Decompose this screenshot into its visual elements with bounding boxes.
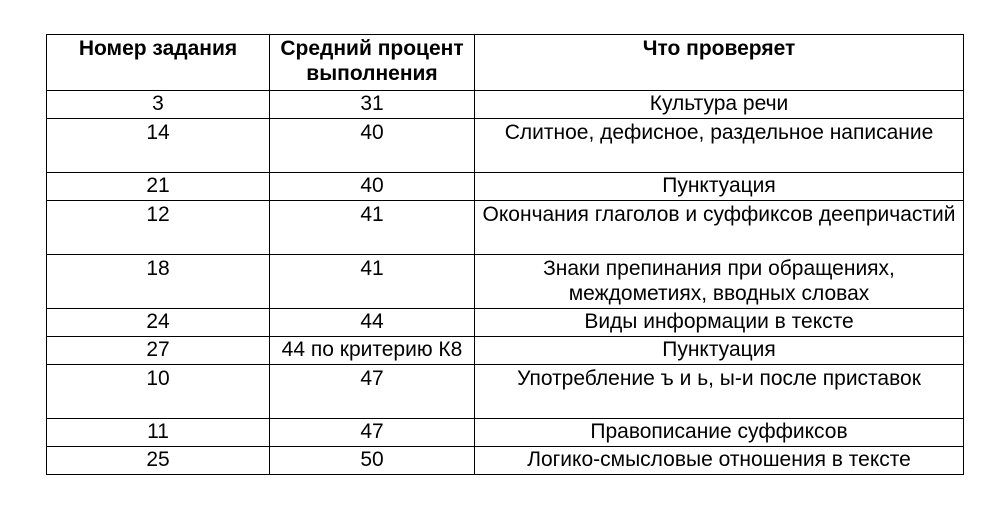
cell-what-it-checks: Культура речи: [475, 91, 964, 119]
task-statistics-table: [46, 34, 964, 475]
cell-average-percent: 41: [270, 201, 475, 255]
cell-what-it-checks: Виды информации в тексте: [475, 309, 964, 337]
cell-task-number: 14: [47, 119, 270, 173]
cell-what-it-checks: Слитное, дефисное, раздельное написание: [475, 119, 964, 173]
header-task-number: Номер задания: [47, 35, 270, 91]
table-row: [47, 119, 964, 173]
table-row: [47, 309, 964, 337]
table-row: [47, 419, 964, 447]
header-what-it-checks: Что проверяет: [475, 35, 964, 91]
cell-task-number: 10: [47, 365, 270, 419]
cell-average-percent: 40: [270, 119, 475, 173]
cell-average-percent: 44 по критерию К8: [270, 337, 475, 365]
table-row: [47, 447, 964, 475]
cell-task-number: 24: [47, 309, 270, 337]
table-row: [47, 201, 964, 255]
table-row: [47, 337, 964, 365]
table-row: [47, 173, 964, 201]
cell-what-it-checks: Знаки препинания при обращениях, междометиях, вводных словах: [475, 255, 964, 309]
cell-average-percent: 31: [270, 91, 475, 119]
table-header-row: [47, 35, 964, 91]
table-row: [47, 91, 964, 119]
cell-average-percent: 47: [270, 419, 475, 447]
header-average-percent: Средний процент выполнения: [270, 35, 475, 91]
cell-average-percent: 44: [270, 309, 475, 337]
cell-task-number: 11: [47, 419, 270, 447]
cell-task-number: 18: [47, 255, 270, 309]
cell-what-it-checks: Пунктуация: [475, 173, 964, 201]
cell-what-it-checks: Окончания глаголов и суффиксов деепричастий: [475, 201, 964, 255]
cell-task-number: 25: [47, 447, 270, 475]
cell-task-number: 27: [47, 337, 270, 365]
cell-what-it-checks: Логико-смысловые отношения в тексте: [475, 447, 964, 475]
table-row: [47, 255, 964, 309]
table-row: [47, 365, 964, 419]
cell-average-percent: 40: [270, 173, 475, 201]
cell-task-number: 21: [47, 173, 270, 201]
cell-what-it-checks: Употребление ъ и ь, ы-и после приставок: [475, 365, 964, 419]
cell-task-number: 12: [47, 201, 270, 255]
cell-what-it-checks: Правописание суффиксов: [475, 419, 964, 447]
cell-average-percent: 47: [270, 365, 475, 419]
cell-average-percent: 41: [270, 255, 475, 309]
cell-average-percent: 50: [270, 447, 475, 475]
cell-what-it-checks: Пунктуация: [475, 337, 964, 365]
cell-task-number: 3: [47, 91, 270, 119]
